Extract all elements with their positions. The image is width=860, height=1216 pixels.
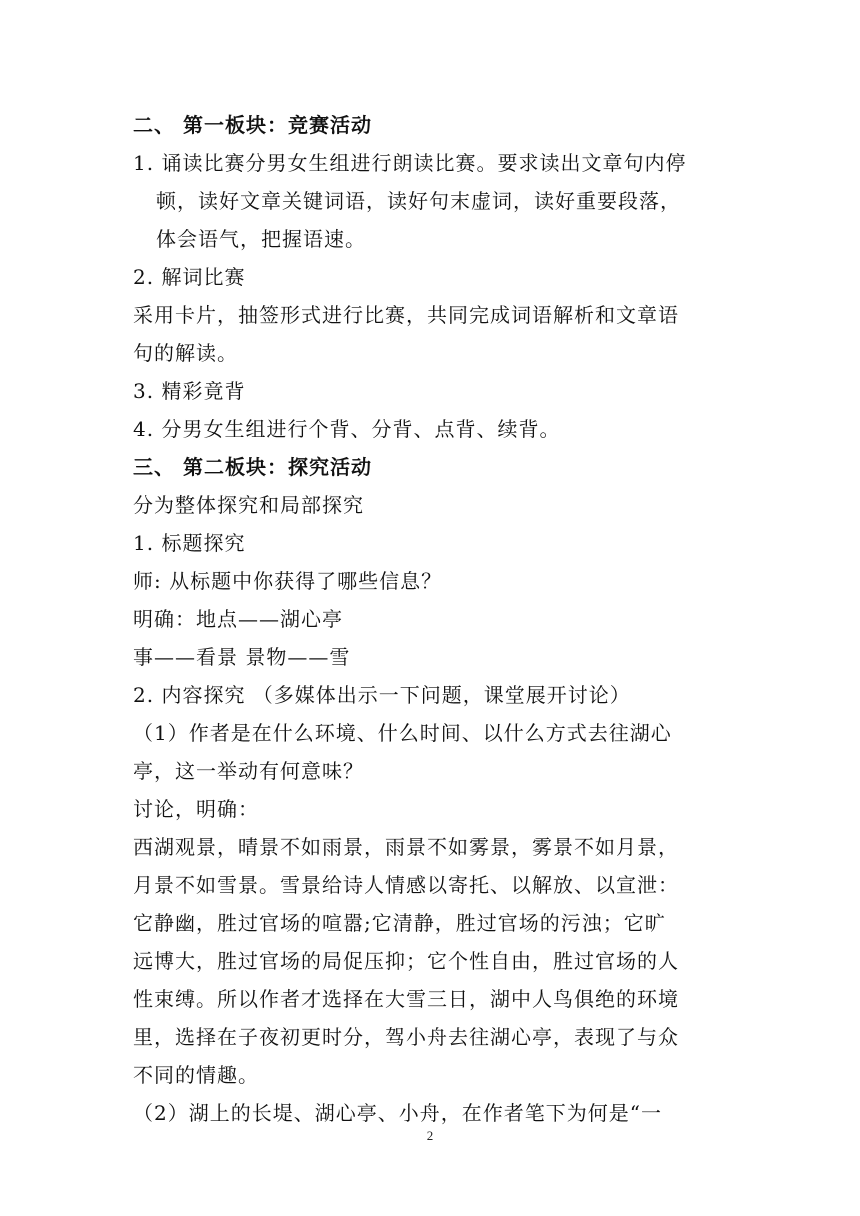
list-item: 3. 精彩竟背 xyxy=(133,379,246,403)
list-item: 2. 内容探究 （多媒体出示一下问题，课堂展开讨论） xyxy=(133,683,631,707)
paragraph-line: （1）作者是在什么环境、什么时间、以什么方式去往湖心 xyxy=(133,721,672,745)
paragraph-line: 里，选择在子夜初更时分，驾小舟去往湖心亭，表现了与众 xyxy=(133,1025,679,1049)
paragraph-line: 亭，这一举动有何意味？ xyxy=(133,759,364,783)
section-heading: 二、 第一板块：竞赛活动 xyxy=(133,113,372,137)
paragraph-line: 句的解读。 xyxy=(133,341,238,365)
list-item: 4. 分男女生组进行个背、分背、点背、续背。 xyxy=(133,417,561,441)
paragraph-line: 西湖观景，晴景不如雨景，雨景不如雾景，雾景不如月景， xyxy=(133,835,679,859)
document-body xyxy=(133,106,733,1132)
paragraph-line: 事——看景 景物——雪 xyxy=(133,645,351,669)
paragraph-line: 它静幽，胜过官场的喧嚣;它清静，胜过官场的污浊；它旷 xyxy=(133,911,666,935)
paragraph-line: （2）湖上的长堤、湖心亭、小舟，在作者笔下为何是“一 xyxy=(133,1101,662,1125)
list-item: 2. 解词比赛 xyxy=(133,265,246,289)
section-heading: 三、 第二板块：探究活动 xyxy=(133,455,372,479)
paragraph-line: 明确：地点——湖心亭 xyxy=(133,607,343,631)
list-item-continuation: 顿，读好文章关键词语，读好句末虚词，读好重要段落， xyxy=(156,189,681,213)
list-item: 1. 诵读比赛分男女生组进行朗读比赛。要求读出文章句内停 xyxy=(133,151,687,175)
paragraph-line: 讨论，明确： xyxy=(133,797,259,821)
paragraph-line: 师: 从标题中你获得了哪些信息？ xyxy=(133,569,443,593)
paragraph-line: 月景不如雪景。雪景给诗人情感以寄托、以解放、以宣泄： xyxy=(133,873,679,897)
paragraph-line: 分为整体探究和局部探究 xyxy=(133,493,364,517)
list-item-continuation: 体会语气，把握语速。 xyxy=(156,227,366,251)
list-item: 1. 标题探究 xyxy=(133,531,246,555)
paragraph-line: 采用卡片，抽签形式进行比赛，共同完成词语解析和文章语 xyxy=(133,303,679,327)
paragraph-line: 远博大，胜过官场的局促压抑；它个性自由，胜过官场的人 xyxy=(133,949,679,973)
paragraph-line: 不同的情趣。 xyxy=(133,1063,259,1087)
page-number: 2 xyxy=(426,1128,434,1143)
paragraph-line: 性束缚。所以作者才选择在大雪三日，湖中人鸟俱绝的环境 xyxy=(133,987,679,1011)
